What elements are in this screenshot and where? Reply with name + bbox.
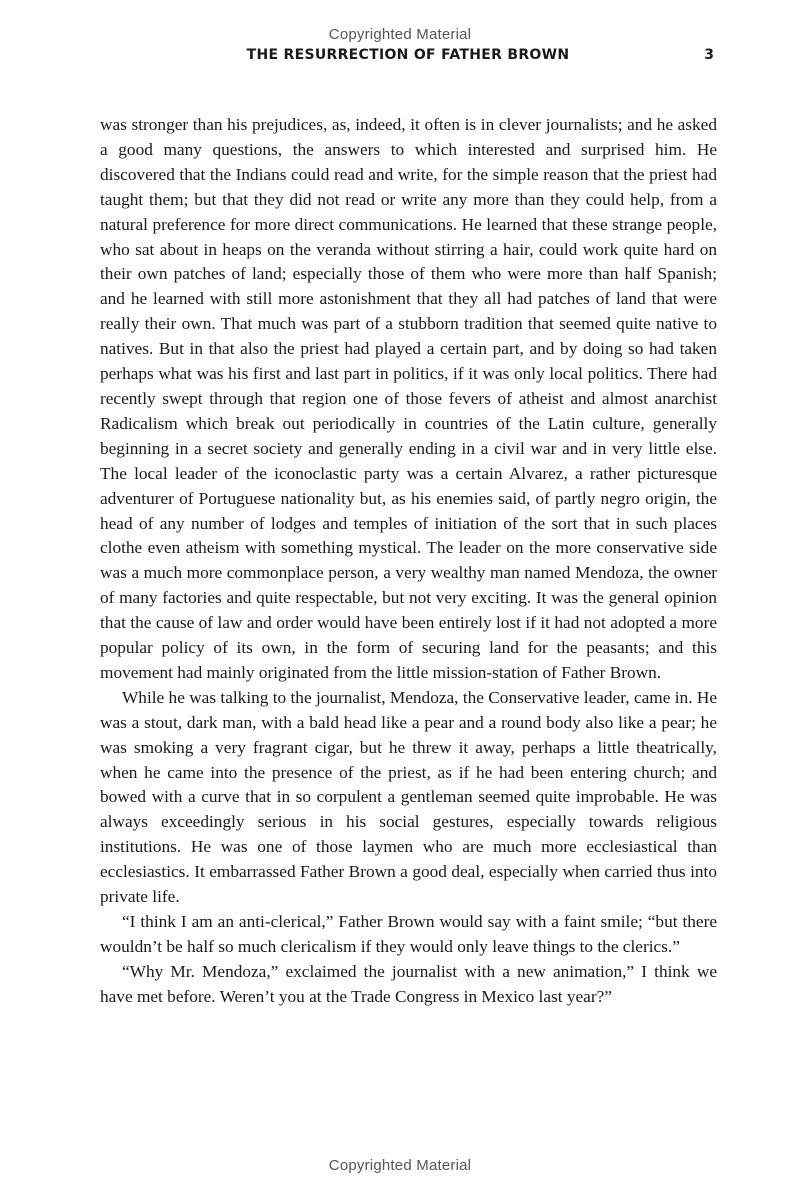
paragraph-journalist-question: “Why Mr. Mendoza,” exclaimed the journalist with a new animation,” I think we have met before. Weren’t you at the Trade Congress in Mexico last year?” xyxy=(100,961,717,1006)
paragraph-anti-clerical-quote: “I think I am an anti-clerical,” Father Brown would say with a faint smile; “but there wouldn’t be half so much clericalism if they would only leave things to the clerics.” xyxy=(100,912,717,956)
copyright-watermark-top: Copyrighted Material xyxy=(328,26,472,43)
paragraph-mendoza-arrives: While he was talking to the journalist, Mendoza, the Conservative leader, came in. He was a stout, dark man, with a bald head like a pear and a round body also like a pear; he was smoking a very fragrant cigar, but he threw it away, perhaps a little theatrically, when he came into the presence of the priest, as if he had been entering church; and bowed with a curve that in so corpulent a gentleman seemed quite improbable. He was always exceedingly serious in his social gestures, especially towards religious institutions. He was one of those laymen who are much more ecclesiastical than ecclesiastics. It embarrassed Father Brown a good deal, especially when carried thus into private life. xyxy=(100,687,717,907)
body-text xyxy=(100,113,717,1010)
page-number: 3 xyxy=(704,47,714,63)
running-title: THE RESURRECTION OF FATHER BROWN xyxy=(246,47,570,63)
running-header xyxy=(0,47,800,67)
copyright-watermark-bottom: Copyrighted Material xyxy=(328,1157,472,1174)
paragraph-continued: was stronger than his prejudices, as, indeed, it often is in clever journalists; and he asked a good many questions, the answers to which interested and surprised him. He discovered that the Indians could read and write, for the simple reason that the priest had taught them; but that they did not read or write any more than they could help, from a natural preference for more direct communications. He learned that these strange people, who sat about in heaps on the veranda without stirring a hair, could work quite hard on their own patches of land; especially those of them who were more than half Spanish; and he learned with still more astonishment that they all had patches of land that were really their own. That much was part of a stubborn tradition that seemed quite native to natives. But in that also the priest had played a certain part, and by doing so had taken perhaps what was his first and last part in politics, if it was only local politics. There had recently swept through that region one of those fevers of atheist and almost anarchist Radicalism which break out periodically in countries of the Latin culture, generally beginning in a secret society and generally ending in a civil war and in very little else. The local leader of the iconoclastic party was a certain Alvarez, a rather picturesque adventurer of Portuguese nationality but, as his enemies said, of partly negro origin, the head of any number of lodges and temples of initiation of the sort that in such places clothe even atheism with something mystical. The leader on the more conservative side was a much more commonplace person, a very wealthy man named Mendoza, the owner of many factories and quite respectable, but not very exciting. It was the general opinion that the cause of law and order would have been entirely lost if it had not adopted a more popular policy of its own, in the form of securing land for the peasants; and this movement had mainly originated from the little mission-station of Father Brown. xyxy=(100,115,717,682)
